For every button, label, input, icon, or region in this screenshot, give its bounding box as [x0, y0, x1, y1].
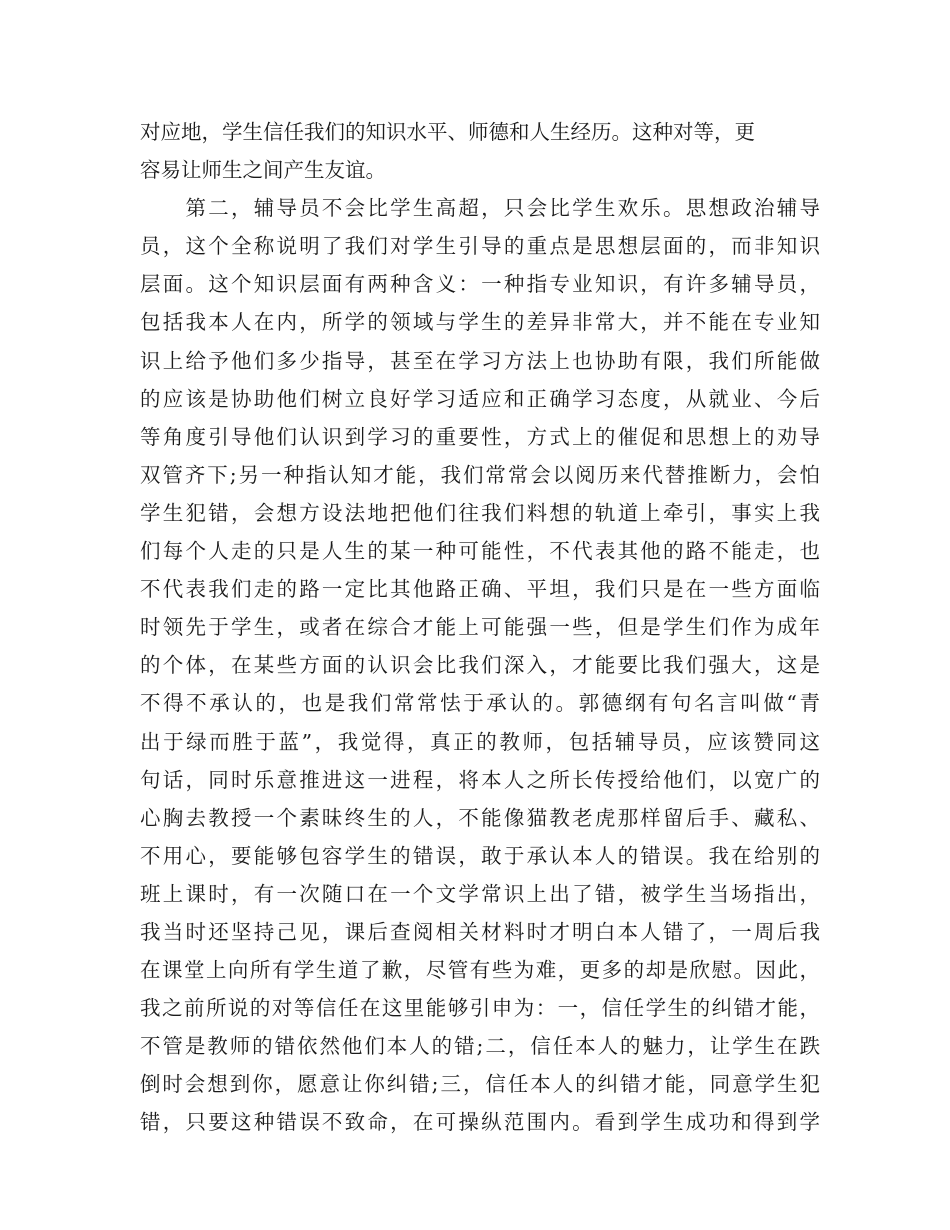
text-line: 不用心，要能够包容学生的错误，敢于承认本人的错误。我在给别的	[140, 843, 820, 868]
text-line: 学生犯错，会想方设法地把他们往我们料想的轨道上牵引，事实上我	[140, 500, 820, 525]
body-text	[140, 113, 820, 1142]
text-line: 不管是教师的错依然他们本人的错;二，信任本人的魅力，让学生在跌	[140, 1034, 820, 1059]
text-line: 句话，同时乐意推进这一进程，将本人之所长传授给他们，以宽广的	[140, 767, 820, 792]
text-line: 双管齐下;另一种指认知才能，我们常常会以阅历来代替推断力，会怕	[140, 462, 820, 487]
text-line: 层面。这个知识层面有两种含义：一种指专业知识，有许多辅导员，	[140, 272, 820, 297]
text-line: 的应该是协助他们树立良好学习适应和正确学习态度，从就业、今后	[140, 386, 820, 411]
text-line: 心胸去教授一个素昧终生的人，不能像猫教老虎那样留后手、藏私、	[140, 805, 820, 830]
text-line: 在课堂上向所有学生道了歉，尽管有些为难，更多的却是欣慰。因此，	[140, 958, 820, 983]
text-line: 错，只要这种错误不致命，在可操纵范围内。看到学生成功和得到学	[140, 1110, 820, 1135]
text-line: 时领先于学生，或者在综合才能上可能强一些，但是学生们作为成年	[140, 615, 820, 640]
text-line: 识上给予他们多少指导，甚至在学习方法上也协助有限，我们所能做	[140, 348, 820, 373]
text-line: 包括我本人在内，所学的领域与学生的差异非常大，并不能在专业知	[140, 310, 820, 335]
text-line: 我当时还坚持己见，课后查阅相关材料时才明白本人错了，一周后我	[140, 919, 820, 944]
text-line: 对应地，学生信任我们的知识水平、师德和人生经历。这种对等，更	[140, 120, 755, 144]
text-line: 不代表我们走的路一定比其他路正确、平坦，我们只是在一些方面临	[140, 577, 820, 602]
text-line: 我之前所说的对等信任在这里能够引申为：一，信任学生的纠错才能，	[140, 996, 820, 1021]
text-line: 员，这个全称说明了我们对学生引导的重点是思想层面的，而非知识	[140, 234, 820, 259]
text-line: 们每个人走的只是人生的某一种可能性，不代表其他的路不能走，也	[140, 539, 820, 564]
text-line: 等角度引导他们认识到学习的重要性，方式上的催促和思想上的劝导	[140, 424, 820, 449]
text-line: 班上课时，有一次随口在一个文学常识上出了错，被学生当场指出，	[140, 881, 820, 906]
text-line: 第二，辅导员不会比学生高超，只会比学生欢乐。思想政治辅导	[140, 196, 820, 221]
text-line: 出于绿而胜于蓝”，我觉得，真正的教师，包括辅导员，应该赞同这	[140, 729, 820, 754]
text-line: 倒时会想到你，愿意让你纠错;三，信任本人的纠错才能，同意学生犯	[140, 1072, 820, 1097]
text-line: 的个体，在某些方面的认识会比我们深入，才能要比我们强大，这是	[140, 653, 820, 678]
text-line: 不得不承认的，也是我们常常怯于承认的。郭德纲有句名言叫做“青	[140, 691, 820, 716]
text-line: 容易让师生之间产生友谊。	[140, 158, 386, 183]
